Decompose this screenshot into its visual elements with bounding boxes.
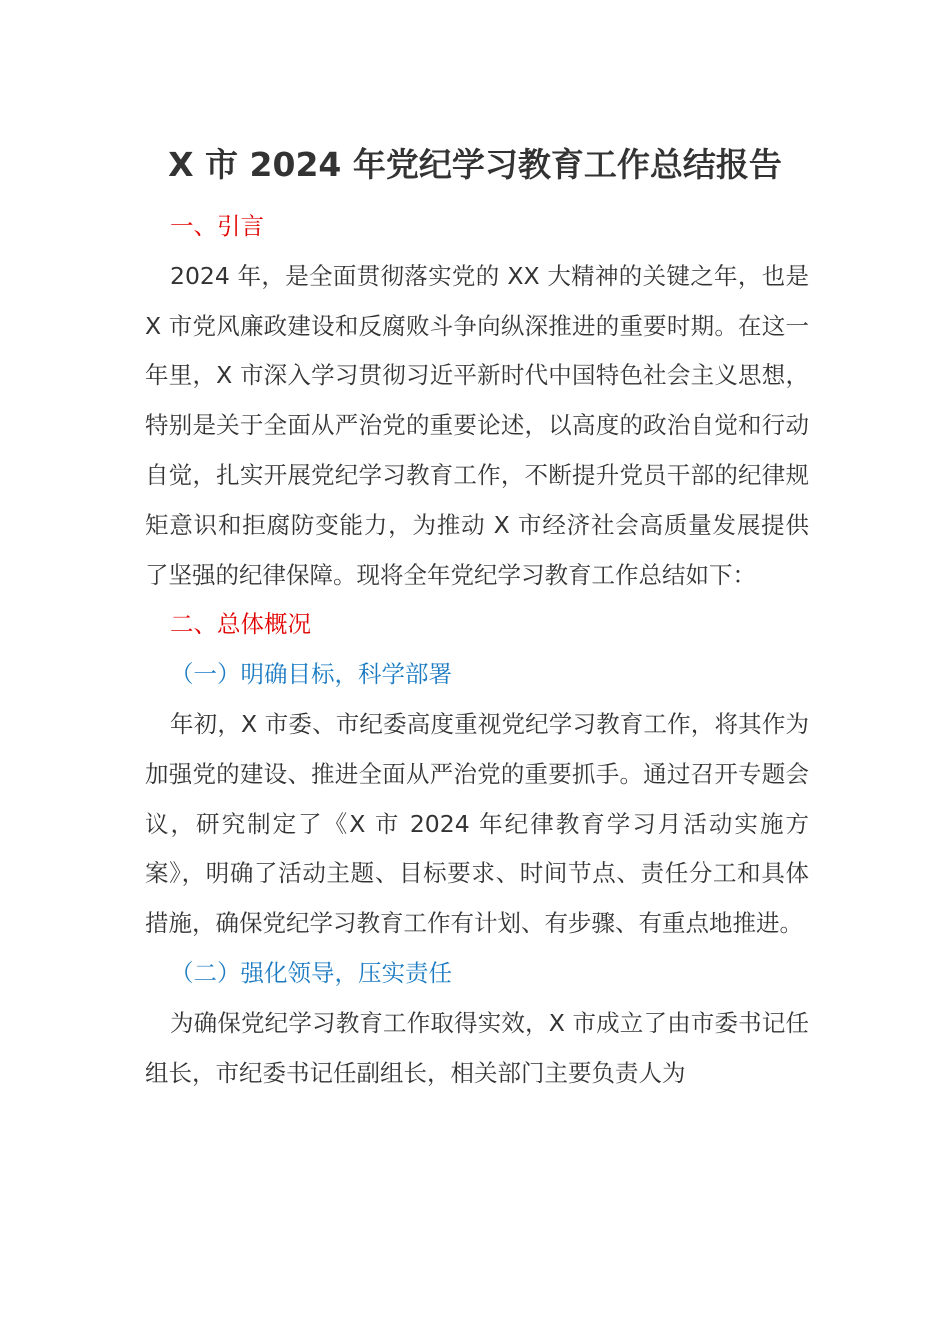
goals-paragraph: 年初，X 市委、市纪委高度重视党纪学习教育工作，将其作为加强党的建设、推进全面从严治党的重要抓手。通过召开专题会议，研究制定了《X 市 2024 年纪律教育学习月活动实施方案》，明确了活动主题、目标要求、时间节点、责任分工和具体措施，确保党纪学习教育工作有计划、有步骤、有重点地推进。 [145, 709, 809, 938]
section-heading-introduction: 一、引言 [170, 212, 264, 240]
document-body [145, 202, 809, 1098]
subsection-heading-goals: （一）明确目标，科学部署 [170, 660, 452, 689]
document-title: X 市 2024 年党纪学习教育工作总结报告 [168, 145, 782, 184]
leadership-paragraph: 为确保党纪学习教育工作取得实效，X 市成立了由市委书记任组长，市纪委书记任副组长，相关部门主要负责人为 [145, 1008, 809, 1087]
subsection-heading-leadership: （二）强化领导，压实责任 [170, 958, 452, 987]
introduction-paragraph: 2024 年，是全面贯彻落实党的 XX 大精神的关键之年，也是 X 市党风廉政建设和反腐败斗争向纵深推进的重要时期。在这一年里，X 市深入学习贯彻习近平新时代中国特色社会主义思想，特别是关于全面从严治党的重要论述，以高度的政治自觉和行动自觉，扎实开展党纪学习教育工作，不断提升党员干部的纪律规矩意识和拒腐防变能力，为推动 X 市经济社会高质量发展提供了坚强的纪律保障。现将全年党纪学习教育工作总结如下： [145, 261, 809, 589]
section-heading-overview: 二、总体概况 [170, 610, 311, 639]
